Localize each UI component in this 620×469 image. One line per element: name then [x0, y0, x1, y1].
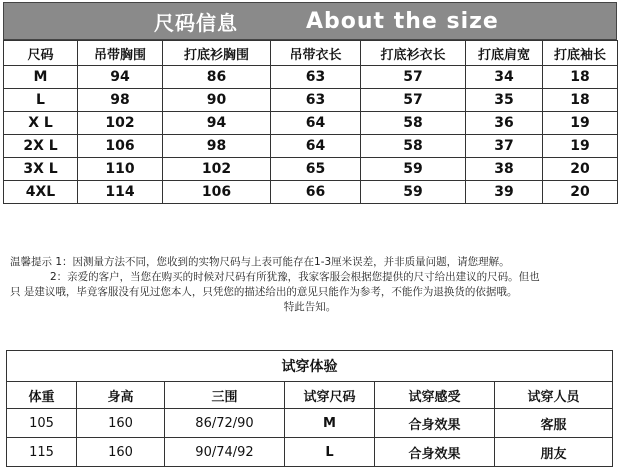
- table-cell: 105: [7, 409, 77, 438]
- trial-header-cell: 体重: [7, 382, 77, 409]
- table-cell: 37: [466, 135, 543, 158]
- size-chart-title-bar: [3, 2, 617, 40]
- table-cell: 102: [163, 158, 271, 181]
- table-cell: 客服: [495, 409, 613, 438]
- size-header-cell: 打底袖长: [543, 41, 618, 66]
- table-cell: 58: [361, 112, 466, 135]
- table-row: [4, 135, 618, 158]
- table-row: [4, 158, 618, 181]
- table-cell: 19: [543, 112, 618, 135]
- table-cell: 35: [466, 89, 543, 112]
- table-cell: X L: [4, 112, 78, 135]
- table-cell: 64: [271, 135, 361, 158]
- table-cell: 18: [543, 89, 618, 112]
- table-cell: 110: [78, 158, 163, 181]
- table-cell: L: [285, 438, 375, 467]
- size-header-cell: 吊带胸围: [78, 41, 163, 66]
- table-cell: 3X L: [4, 158, 78, 181]
- table-cell: 36: [466, 112, 543, 135]
- size-chart-title-en: About the size: [306, 8, 499, 34]
- trial-section: [6, 350, 612, 467]
- trial-header-cell: 试穿尺码: [285, 382, 375, 409]
- size-table: [3, 40, 618, 204]
- size-header-cell: 打底衫衣长: [361, 41, 466, 66]
- trial-table: [6, 350, 613, 467]
- size-header-cell: 吊带衣长: [271, 41, 361, 66]
- table-cell: 114: [78, 181, 163, 204]
- table-cell: 90: [163, 89, 271, 112]
- table-cell: 98: [78, 89, 163, 112]
- table-cell: 94: [163, 112, 271, 135]
- table-cell: 63: [271, 66, 361, 89]
- trial-title: 试穿体验: [7, 351, 613, 382]
- table-cell: 4XL: [4, 181, 78, 204]
- table-cell: 59: [361, 181, 466, 204]
- table-cell: 2X L: [4, 135, 78, 158]
- table-cell: 160: [77, 438, 165, 467]
- table-cell: 38: [466, 158, 543, 181]
- table-row: [4, 89, 618, 112]
- table-cell: 106: [78, 135, 163, 158]
- table-cell: 59: [361, 158, 466, 181]
- table-cell: 160: [77, 409, 165, 438]
- table-cell: 86/72/90: [165, 409, 285, 438]
- table-row: [4, 181, 618, 204]
- table-cell: 115: [7, 438, 77, 467]
- table-cell: 102: [78, 112, 163, 135]
- trial-header-cell: 身高: [77, 382, 165, 409]
- trial-header-cell: 三围: [165, 382, 285, 409]
- table-cell: 90/74/92: [165, 438, 285, 467]
- size-chart: [3, 2, 617, 204]
- table-cell: M: [4, 66, 78, 89]
- table-cell: 98: [163, 135, 271, 158]
- table-cell: 64: [271, 112, 361, 135]
- table-row: [4, 66, 618, 89]
- note-line: 温馨提示 1：因测量方法不同，您收到的实物尺码与上表可能存在1-3厘米误差，并非质量问题，请您理解。: [10, 256, 510, 268]
- table-cell: 朋友: [495, 438, 613, 467]
- table-cell: 39: [466, 181, 543, 204]
- table-cell: 34: [466, 66, 543, 89]
- trial-header-row: [7, 382, 613, 409]
- table-row: [4, 112, 618, 135]
- note-line: 只 是建议哦，毕竟客服没有见过您本人，只凭您的描述给出的意见只能作为参考，不能作为退换货的依据哦。: [10, 286, 518, 298]
- table-row: [7, 409, 613, 438]
- table-cell: 94: [78, 66, 163, 89]
- table-cell: 19: [543, 135, 618, 158]
- table-cell: 20: [543, 181, 618, 204]
- table-cell: 86: [163, 66, 271, 89]
- table-row: [7, 438, 613, 467]
- table-cell: 57: [361, 89, 466, 112]
- table-cell: L: [4, 89, 78, 112]
- table-cell: M: [285, 409, 375, 438]
- table-cell: 20: [543, 158, 618, 181]
- table-cell: 18: [543, 66, 618, 89]
- table-cell: 合身效果: [375, 409, 495, 438]
- size-header-cell: 打底肩宽: [466, 41, 543, 66]
- size-table-header-row: [4, 41, 618, 66]
- size-header-cell: 打底衫胸围: [163, 41, 271, 66]
- size-header-cell: 尺码: [4, 41, 78, 66]
- size-chart-title-cn: 尺码信息: [154, 10, 238, 35]
- table-cell: 合身效果: [375, 438, 495, 467]
- size-notes: [10, 255, 610, 315]
- table-cell: 65: [271, 158, 361, 181]
- trial-header-cell: 试穿感受: [375, 382, 495, 409]
- note-line: 2：亲爱的客户，当您在购买的时候对尺码有所犹豫，我家客服会根据您提供的尺寸给出建议的尺码。但也: [50, 271, 540, 283]
- table-cell: 66: [271, 181, 361, 204]
- table-cell: 63: [271, 89, 361, 112]
- table-cell: 57: [361, 66, 466, 89]
- table-cell: 106: [163, 181, 271, 204]
- trial-header-cell: 试穿人员: [495, 382, 613, 409]
- note-line: 特此告知。: [283, 301, 337, 313]
- table-cell: 58: [361, 135, 466, 158]
